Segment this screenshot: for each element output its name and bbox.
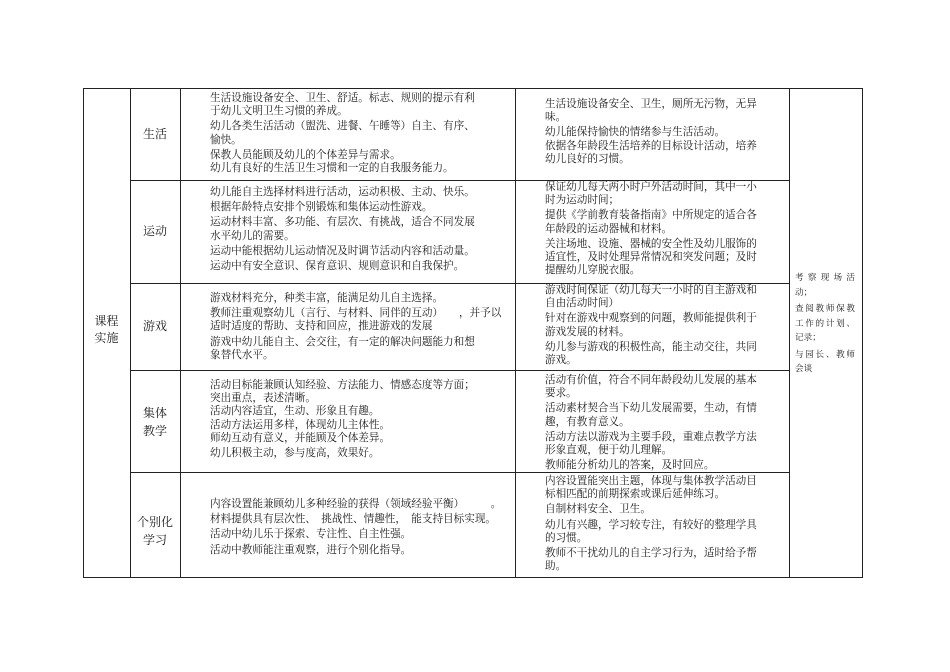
- standard-line: 幼儿各类生活活动（盥洗、进餐、午睡等）自主、有序、: [210, 120, 475, 133]
- column-divider: [515, 88, 516, 577]
- requirement-line: 趣，有教育意义。: [545, 415, 630, 428]
- requirement-line: 教师能分析幼儿的答案，及时回应。: [545, 459, 715, 472]
- section-label-line: 实施: [94, 331, 119, 345]
- standards-life: [210, 92, 510, 175]
- category-label: 个别化: [136, 515, 173, 529]
- standards-individual-learning: [210, 498, 510, 557]
- category-label: 生活: [142, 127, 167, 141]
- requirement-line: 针对在游戏中观察到的问题，教师能提供利于: [545, 312, 757, 325]
- standard-line: 运动材料丰富、多功能、有层次、有挑战，适合不同发展: [210, 216, 475, 229]
- category-label: 教学: [142, 424, 167, 438]
- standard-line: 幼儿有良好的生活卫生习惯和一定的自我服务能力。: [210, 162, 454, 175]
- requirement-line: 助。: [545, 560, 567, 573]
- requirement-line: 保证幼儿每天两小时户外活动时间，其中一小: [545, 181, 757, 193]
- standard-line: 运动中能根据幼儿运动情况及时调节活动内容和活动量。: [210, 244, 475, 257]
- section-label-line: 课程: [94, 314, 119, 328]
- evaluation-method: [795, 271, 855, 377]
- requirement-line: 活动有价值，符合不同年龄段幼儿发展的基本: [545, 374, 757, 386]
- standard-line: 保教人员能顾及幼儿的个体差异与需求。: [210, 148, 401, 161]
- standard-line: 水平幼儿的需要。: [210, 229, 295, 242]
- requirement-line: 要求。: [545, 387, 577, 400]
- category-label: 游戏: [142, 319, 167, 333]
- table-border-bottom: [83, 577, 863, 578]
- requirement-line: 生活设施设备安全、卫生，厕所无污物，无异: [545, 98, 757, 110]
- requirement-line: 游戏发展的材料。: [545, 325, 630, 338]
- requirement-line: 依据各年龄段生活培养的目标设计活动，培养: [545, 139, 757, 152]
- requirement-line: 幼儿良好的习惯。: [545, 152, 630, 165]
- requirement-line: 味。: [545, 111, 567, 124]
- column-divider: [789, 88, 790, 577]
- standard-line: 内容设置能兼顾幼儿多种经验的获得（领域经验平衡） 。: [210, 498, 502, 510]
- standard-line: 愉快。: [210, 133, 242, 146]
- row-divider: [130, 370, 790, 371]
- standard-line: 幼儿积极主动，参与度高，效果好。: [210, 447, 380, 460]
- section-label: [84, 313, 129, 347]
- requirements-group-teaching: [545, 374, 788, 472]
- category-group-teaching: [131, 404, 179, 440]
- requirement-line: 幼儿能保持愉快的情绪参与生活活动。: [545, 126, 726, 139]
- method-item: 考察现场活动；: [795, 273, 855, 298]
- standard-line: 活动中幼儿乐于探索、专注性、自主性强。: [210, 528, 412, 541]
- category-play: [131, 317, 179, 335]
- standard-line: 运动中有安全意识、保育意识、规则意识和自我保护。: [210, 260, 465, 273]
- requirement-line: 年龄段的运动器械和材料。: [545, 222, 673, 235]
- requirement-line: 标相匹配的前期探索或课后延伸练习。: [545, 488, 726, 501]
- standard-line: 师幼互动有意义，并能顾及个体差异。: [210, 431, 391, 444]
- requirement-line: 游戏。: [545, 354, 577, 367]
- standard-line: 适时适度的帮助、支持和回应，推进游戏的发展: [210, 320, 433, 333]
- requirement-line: 关注场地、设施、器械的安全性及幼儿服饰的: [545, 237, 757, 250]
- standard-line: 生活设施设备安全、卫生、舒适。标志、规则的提示有利: [210, 92, 475, 104]
- standard-line: 教师注重观察幼儿（言行、与材料、同伴的互动） ，并予以: [210, 307, 502, 320]
- requirement-line: 时为运动时间；: [545, 194, 620, 207]
- standards-play: [210, 292, 510, 362]
- requirement-line: 教师不干扰幼儿的自主学习行为，适时给予帮: [545, 547, 757, 560]
- category-label: 集体: [142, 406, 167, 420]
- requirements-play: [545, 284, 788, 367]
- requirement-line: 自制材料安全、卫生。: [545, 503, 651, 516]
- requirement-line: 活动方法以游戏为主要手段，重难点教学方法: [545, 430, 757, 443]
- standard-line: 游戏材料充分，种类丰富，能满足幼儿自主选择。: [210, 292, 444, 304]
- requirements-sport: [545, 181, 788, 277]
- standard-line: 活动内容适宜，生动、形象且有趣。: [210, 405, 380, 418]
- requirement-line: 幼儿有兴趣，学习较专注，有较好的整理学具: [545, 518, 757, 531]
- standard-line: 活动中教师能注重观察，进行个别化指导。: [210, 543, 412, 556]
- standard-line: 于幼儿文明卫生习惯的养成。: [210, 105, 348, 118]
- standard-line: 活动方法运用多样，体现幼儿主体性。: [210, 418, 391, 431]
- category-label: 学习: [142, 533, 167, 547]
- category-individual-learning: [131, 513, 179, 549]
- requirements-individual-learning: [545, 475, 788, 573]
- standard-line: 幼儿能自主选择材料进行活动，运动积极、主动、快乐。: [210, 186, 475, 198]
- requirement-line: 适宜性，及时处理异常情况和突发问题；及时: [545, 251, 757, 264]
- standard-line: 根据年龄特点安排个别锻炼和集体运动性游戏。: [210, 201, 433, 214]
- requirement-line: 游戏时间保证（幼儿每天一小时的自主游戏和: [545, 284, 757, 296]
- requirement-line: 活动素材契合当下幼儿发展需要，生动，有情: [545, 402, 757, 415]
- standard-line: 突出重点，表述清晰。: [210, 392, 316, 405]
- method-item: 与园长、教师会谈: [795, 349, 855, 374]
- table-border-top: [83, 88, 863, 89]
- requirement-line: 幼儿参与游戏的积极性高，能主动交往，共同: [545, 340, 757, 353]
- standards-sport: [210, 186, 510, 273]
- requirement-line: 自由活动时间）: [545, 297, 620, 310]
- requirement-line: 提供《学前教育装备指南》中所规定的适合各: [545, 209, 757, 222]
- standard-line: 材料提供具有层次性、 挑战性、情趣性， 能支持目标实现。: [210, 513, 497, 526]
- requirement-line: 形象直观，便于幼儿理解。: [545, 444, 673, 457]
- column-divider: [180, 88, 181, 577]
- category-label: 运动: [142, 224, 167, 238]
- standards-group-teaching: [210, 379, 510, 460]
- requirement-line: 的习惯。: [545, 531, 588, 544]
- standard-line: 活动目标能兼顾认知经验、方法能力、情感态度等方面；: [210, 379, 475, 391]
- standard-line: 游戏中幼儿能自主、会交往，有一定的解决问题能力和想: [210, 335, 475, 348]
- standard-line: 象替代水平。: [210, 348, 274, 361]
- category-life: [131, 125, 179, 143]
- table-border-right: [862, 88, 863, 577]
- category-sport: [131, 222, 179, 240]
- requirements-life: [545, 98, 788, 166]
- requirement-line: 内容设置能突出主题，体现与集体教学活动目: [545, 475, 757, 487]
- method-item: 查阅教师保教工作的计划、记录；: [795, 304, 855, 343]
- requirement-line: 提醒幼儿穿脱衣服。: [545, 264, 641, 277]
